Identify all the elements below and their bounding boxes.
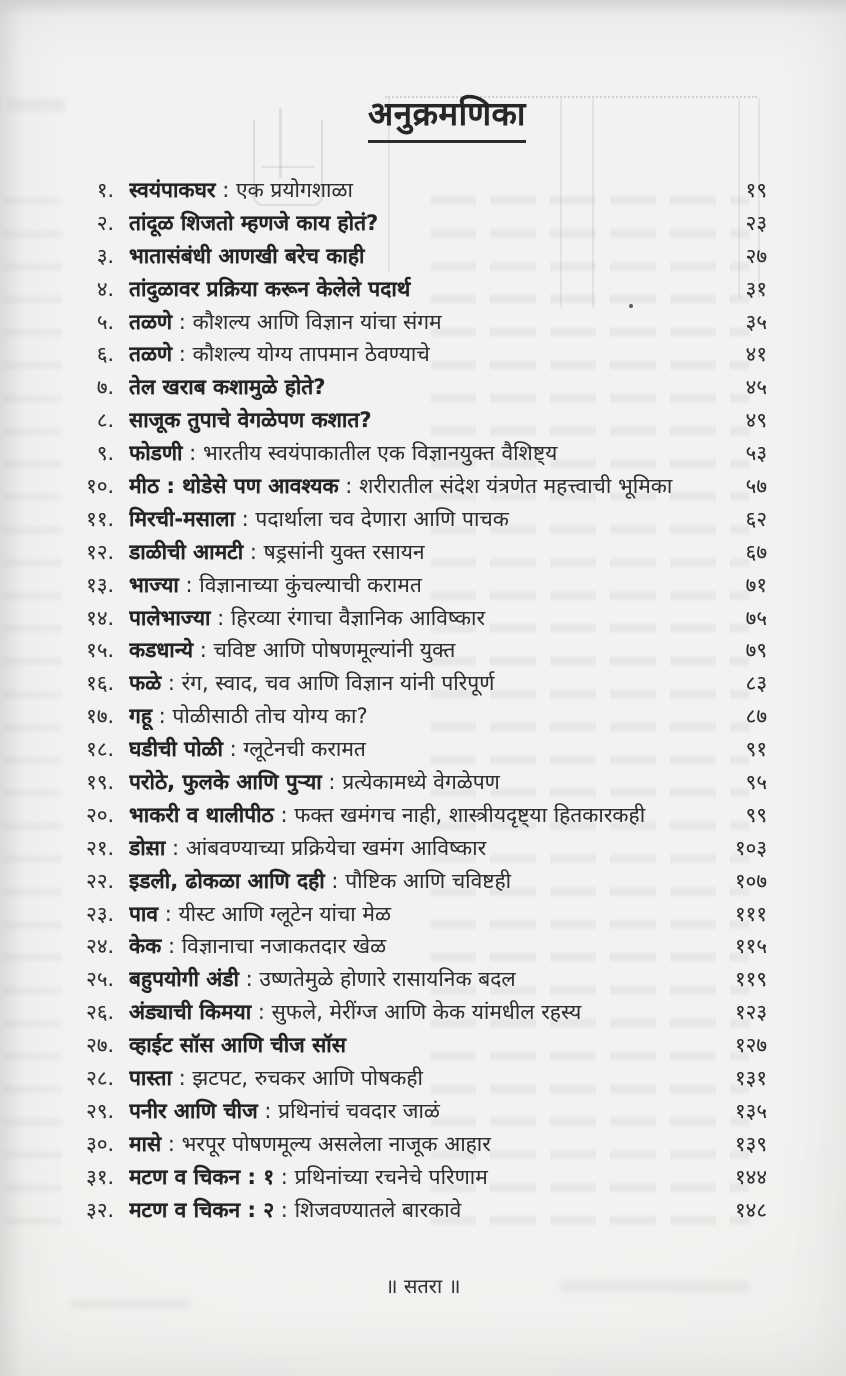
toc-entry: [0, 702, 846, 735]
toc-entry: [0, 636, 846, 669]
toc-entry: [0, 768, 846, 801]
entry-number: ९.: [96, 441, 114, 466]
entry-title-separator: :: [243, 539, 264, 564]
entry-title-head: कडधान्ये: [129, 638, 194, 663]
entry-page-number: ९१: [745, 737, 767, 762]
entry-title: [129, 242, 705, 270]
entry-page-number: १४४: [735, 1164, 767, 1189]
page-footer: ॥ सतरा ॥: [385, 1274, 461, 1298]
entry-title-head: गहू: [129, 704, 152, 729]
entry-title-head: डोसा: [129, 835, 166, 860]
entry-title-separator: :: [238, 967, 260, 992]
entry-page-number: ९५: [745, 770, 767, 795]
entry-page-number: १२७: [735, 1033, 767, 1058]
entry-page-number: १०७: [735, 868, 767, 893]
entry-title-head: घडीची पोळी: [129, 737, 223, 762]
entry-page-number: ६२: [745, 506, 767, 531]
entry-number: १८.: [86, 737, 114, 762]
toc-entry: [0, 571, 846, 604]
entry-page-number: १३५: [735, 1098, 767, 1123]
bleedthrough-smudge: [70, 1298, 190, 1310]
toc-entry: [0, 1064, 846, 1097]
page-title: अनुक्रमणिका: [368, 90, 526, 143]
entry-title-head: मीठ : थोडेसे पण आवश्यक: [129, 474, 339, 499]
entry-title-subtitle: विज्ञानाच्या कुंचल्याची करामत: [199, 572, 422, 597]
entry-number: ८.: [96, 408, 114, 433]
entry-title-head: फोडणी: [129, 441, 183, 466]
entry-title-separator: :: [172, 309, 193, 334]
entry-title: [129, 1064, 705, 1092]
toc-entry: [0, 340, 846, 373]
entry-page-number: १२३: [735, 1000, 767, 1025]
entry-title-subtitle: शिजवण्यातले बारकावे: [294, 1197, 462, 1222]
entry-title: [129, 834, 705, 862]
entry-number: ३.: [96, 243, 114, 268]
entry-title-subtitle: कौशल्य आणि विज्ञान यांचा संगम: [192, 309, 442, 334]
entry-title-subtitle: उष्णतेमुळे होणारे रासायनिक बदल: [259, 967, 516, 992]
entry-title-head: भाकरी व थालीपीठ: [129, 802, 274, 827]
entry-page-number: १०३: [735, 835, 767, 860]
entry-title: [129, 340, 705, 368]
entry-page-number: ११९: [735, 967, 767, 992]
entry-number: २८.: [86, 1066, 114, 1091]
entry-title: [129, 1130, 705, 1158]
entry-number: २१.: [86, 835, 114, 860]
entry-title-subtitle: प्रत्येकामध्ये वेगळेपण: [342, 770, 500, 795]
toc-entry: [0, 604, 846, 637]
toc-entry: [0, 538, 846, 571]
entry-title-separator: :: [338, 474, 360, 499]
entry-number: २३.: [86, 901, 114, 926]
entry-title-head: तांदूळ शिजतो म्हणजे काय होतं?: [129, 210, 379, 235]
entry-title-separator: :: [222, 737, 244, 762]
entry-number: २२.: [86, 868, 114, 893]
entry-title: [129, 801, 705, 829]
entry-title: [129, 735, 705, 763]
toc-entry: [0, 801, 846, 834]
entry-title: [129, 768, 705, 796]
entry-number: ११.: [86, 506, 114, 531]
toc-entry: [0, 275, 846, 308]
entry-title: [129, 1196, 705, 1224]
entry-title-subtitle: एक प्रयोगशाळा: [235, 178, 353, 202]
entry-title-subtitle: प्रथिनांच्या रचनेचे परिणाम: [294, 1164, 488, 1189]
entry-title-head: अंड्याची किमया: [129, 1000, 252, 1025]
entry-number: २.: [96, 210, 114, 235]
toc-entry: [0, 1196, 846, 1229]
entry-page-number: ७५: [745, 605, 767, 630]
entry-title-separator: :: [172, 342, 193, 367]
entry-number: २५.: [86, 967, 114, 992]
toc-entry: [0, 965, 846, 998]
entry-number: ३१.: [86, 1164, 114, 1189]
entry-page-number: ११५: [735, 934, 767, 959]
entry-number: ६.: [96, 342, 114, 367]
toc-entry: [0, 505, 846, 538]
entry-page-number: ५३: [745, 441, 767, 466]
toc-entry: [0, 308, 846, 341]
toc-entry: [0, 1097, 846, 1130]
entry-title-separator: :: [324, 868, 346, 893]
entry-title-head: फळे: [129, 671, 162, 696]
toc-entry: [0, 735, 846, 768]
entry-title: [129, 275, 705, 303]
entry-number: १३.: [86, 572, 114, 597]
entry-title: [129, 209, 705, 237]
entry-title-separator: :: [151, 704, 173, 729]
entry-title-head: तेल खराब कशामुळे होते?: [129, 375, 326, 400]
entry-title: [129, 1031, 705, 1059]
entry-title-subtitle: विज्ञानाचा नजाकतदार खेळ: [181, 934, 387, 959]
toc-entry: [0, 472, 846, 505]
entry-title: [129, 900, 705, 928]
entry-title-subtitle: भरपूर पोषणमूल्य असलेला नाजूक आहार: [181, 1131, 491, 1156]
entry-title-head: पनीर आणि चीज: [129, 1098, 258, 1123]
entry-title-separator: :: [234, 506, 256, 531]
entry-page-number: ७९: [745, 638, 767, 663]
entry-page-number: १११: [735, 901, 767, 926]
toc-entry: [0, 867, 846, 900]
entry-title: [129, 308, 705, 336]
entry-title-separator: :: [321, 770, 343, 795]
entry-title: [129, 965, 705, 993]
entry-title: [129, 1097, 705, 1125]
entry-title-head: केक: [129, 934, 162, 959]
entry-title-head: पास्ता: [129, 1066, 172, 1091]
entry-page-number: ८३: [745, 671, 767, 696]
entry-title-subtitle: षड्रसांनी युक्त रसायन: [263, 539, 425, 564]
entry-title-head: इडली, ढोकळा आणि दही: [129, 868, 325, 893]
entry-title-subtitle: यीस्ट आणि ग्लूटेन यांचा मेळ: [178, 901, 391, 926]
entry-number: २०.: [86, 802, 114, 827]
entry-number: १७.: [86, 704, 114, 729]
entry-title: [129, 538, 705, 566]
entry-title-head: तांदुळावर प्रक्रिया करून केलेले पदार्थ: [129, 276, 411, 301]
entry-title-subtitle: चविष्ट आणि पोषणमूल्यांनी युक्त: [213, 638, 456, 663]
entry-title-subtitle: ग्लूटेनची करामत: [243, 737, 366, 762]
entry-title-subtitle: पदार्थाला चव देणारा आणि पाचक: [255, 506, 509, 531]
entry-number: १२.: [86, 539, 114, 564]
entry-title: [129, 669, 705, 697]
entry-title-subtitle: पौष्टिक आणि चविष्टही: [345, 868, 512, 893]
entry-number: १५.: [86, 638, 114, 663]
entry-number: १६.: [86, 671, 114, 696]
entry-title-separator: :: [257, 1098, 279, 1123]
entry-number: २६.: [86, 1000, 114, 1025]
entry-number: १९.: [86, 770, 114, 795]
entry-title-subtitle: फक्त खमंगच नाही, शास्त्रीयदृष्ट्या हितकारकही: [294, 802, 646, 827]
entry-title-separator: :: [210, 605, 231, 630]
entry-page-number: ४५: [745, 375, 767, 400]
entry-title-head: पाव: [129, 901, 159, 926]
toc-entry: [0, 932, 846, 965]
entry-page-number: १४८: [735, 1197, 767, 1222]
entry-page-number: ८७: [745, 704, 767, 729]
entry-number: ३२.: [86, 1197, 114, 1222]
entry-title-head: भाज्या: [129, 572, 179, 597]
entry-page-number: २७: [745, 243, 767, 268]
entry-title: [129, 406, 705, 434]
entry-title: [129, 176, 705, 204]
entry-number: २७.: [86, 1033, 114, 1058]
entry-number: ३०.: [86, 1131, 114, 1156]
toc-entry: [0, 998, 846, 1031]
entry-title: [129, 1163, 705, 1191]
entry-page-number: ५७: [745, 474, 767, 499]
entry-number: २९.: [86, 1098, 114, 1123]
toc-entry: [0, 834, 846, 867]
entry-page-number: १९: [745, 178, 767, 202]
entry-title-separator: :: [215, 178, 236, 202]
entry-number: १.: [96, 178, 114, 202]
entry-title-subtitle: पोळीसाठी तोच योग्य का?: [172, 704, 368, 729]
entry-page-number: १३१: [735, 1066, 767, 1091]
entry-page-number: १३९: [735, 1131, 767, 1156]
entry-number: २४.: [86, 934, 114, 959]
entry-page-number: २३: [745, 210, 767, 235]
entry-title-separator: :: [161, 671, 182, 696]
toc-entry: [0, 406, 846, 439]
entry-title: [129, 636, 705, 664]
entry-title-head: पालेभाज्या: [129, 605, 211, 630]
toc-entry: [0, 209, 846, 242]
entry-title-head: मटण व चिकन : १: [129, 1164, 275, 1189]
toc-entry: [0, 242, 846, 275]
entry-page-number: ४१: [745, 342, 767, 367]
entry-title-separator: :: [193, 638, 214, 663]
toc-entry: [0, 1130, 846, 1163]
toc-entry: [0, 439, 846, 472]
entry-title-subtitle: कौशल्य योग्य तापमान ठेवण्याचे: [192, 342, 430, 367]
entry-title-separator: :: [161, 1131, 182, 1156]
entry-page-number: ७१: [745, 572, 767, 597]
entry-title-head: परोठे, फुलके आणि पुऱ्या: [129, 770, 322, 795]
entry-title-subtitle: प्रथिनांचं चवदार जाळं: [278, 1098, 440, 1123]
entry-number: ७.: [96, 375, 114, 400]
entry-number: ५.: [96, 309, 114, 334]
entry-title-separator: :: [182, 441, 203, 466]
entry-page-number: ६७: [745, 539, 767, 564]
entry-number: ४.: [96, 276, 114, 301]
entry-title-head: डाळीची आमटी: [129, 539, 244, 564]
toc-entry: [0, 1163, 846, 1196]
entry-title-head: बहुपयोगी अंडी: [129, 967, 239, 992]
entry-title-separator: :: [161, 934, 182, 959]
entry-title-head: स्वयंपाकघर: [129, 178, 216, 202]
toc-entry: [0, 900, 846, 933]
entry-title-separator: :: [251, 1000, 272, 1025]
entry-title-subtitle: हिरव्या रंगाचा वैज्ञानिक आविष्कार: [230, 605, 486, 630]
entry-page-number: ४९: [745, 408, 767, 433]
entry-title-separator: :: [273, 802, 295, 827]
entry-title: [129, 571, 705, 599]
entry-title: [129, 373, 705, 401]
entry-title-separator: :: [274, 1197, 295, 1222]
entry-title-separator: :: [178, 572, 200, 597]
entry-title-head: मासे: [129, 1131, 162, 1156]
entry-title-subtitle: आंबवण्याच्या प्रक्रियेचा खमंग आविष्कार: [185, 835, 487, 860]
entry-number: १०.: [86, 474, 114, 499]
entry-title-head: तळणे: [129, 342, 173, 367]
entry-title-head: व्हाईट सॉस आणि चीज सॉस: [129, 1033, 346, 1058]
entry-page-number: ३५: [745, 309, 767, 334]
toc-entry: [0, 669, 846, 702]
entry-title-separator: :: [165, 835, 186, 860]
entry-title-head: भातासंबंधी आणखी बरेच काही: [129, 243, 365, 268]
entry-title: [129, 702, 705, 730]
entry-title-head: तळणे: [129, 309, 173, 334]
entry-title-subtitle: सुफले, मेरींग्ज आणि केक यांमधील रहस्य: [271, 1000, 582, 1025]
entry-title-head: मिरची-मसाला: [129, 506, 235, 531]
entry-number: १४.: [86, 605, 114, 630]
entry-title-subtitle: झटपट, रुचकर आणि पोषकही: [192, 1066, 423, 1091]
entry-page-number: ३१: [745, 276, 767, 301]
entry-title: [129, 867, 705, 895]
toc-entry: [0, 373, 846, 406]
entry-title-separator: :: [158, 901, 179, 926]
entry-title: [129, 505, 705, 533]
entry-title: [129, 472, 705, 500]
entry-title-separator: :: [171, 1066, 193, 1091]
entry-title-head: मटण व चिकन : २: [129, 1197, 275, 1222]
toc-entry: [0, 176, 846, 209]
entry-title: [129, 439, 705, 467]
entry-title-separator: :: [274, 1164, 295, 1189]
entry-title-subtitle: भारतीय स्वयंपाकातील एक विज्ञानयुक्त वैशिष्ट्य: [202, 441, 558, 466]
entry-title: [129, 932, 705, 960]
entry-page-number: ९९: [745, 802, 767, 827]
entry-title-subtitle: शरीरातील संदेश यंत्रणेत महत्त्वाची भूमिका: [359, 474, 673, 499]
toc-entry: [0, 1031, 846, 1064]
entry-title: [129, 998, 705, 1026]
toc-list: [0, 176, 846, 1229]
entry-title-subtitle: रंग, स्वाद, चव आणि विज्ञान यांनी परिपूर्ण: [181, 671, 495, 696]
entry-title-head: साजूक तुपाचे वेगळेपण कशात?: [129, 408, 372, 433]
entry-title: [129, 604, 705, 632]
